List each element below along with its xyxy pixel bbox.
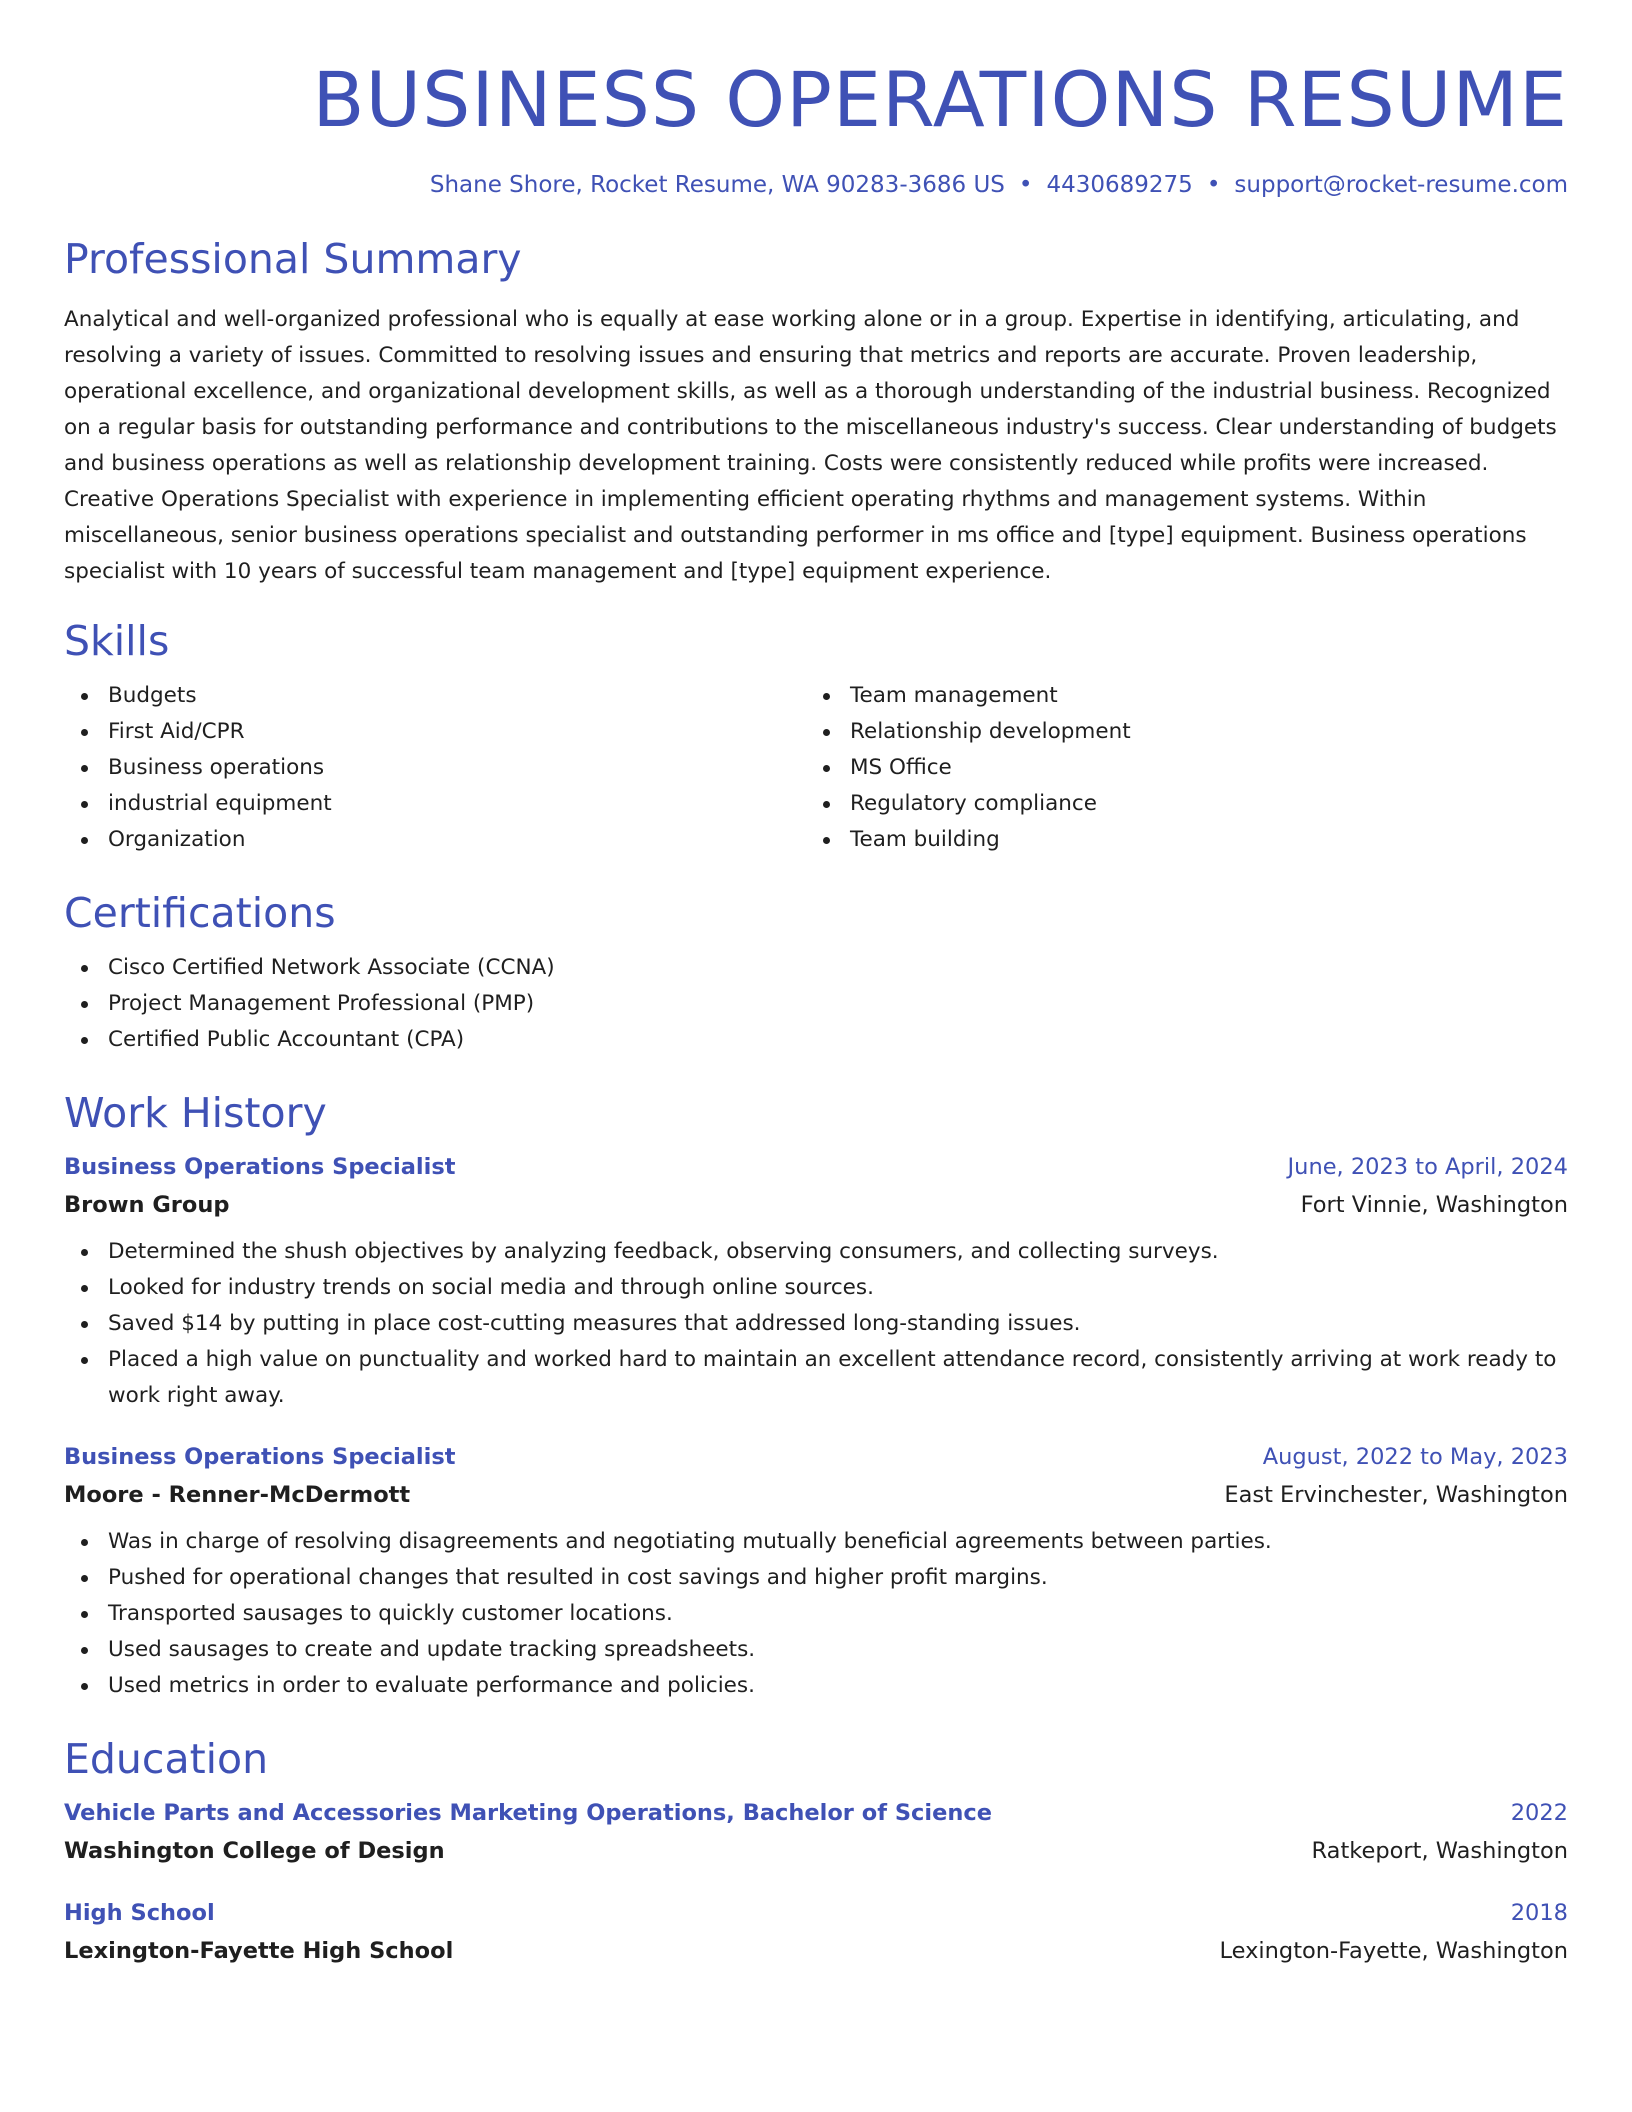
education-header-row (64, 1798, 1568, 1828)
skill-item: MS Office (806, 750, 1548, 786)
education-year: 2018 (1510, 1900, 1568, 1926)
resume-title: BUSINESS OPERATIONS RESUME (312, 55, 1568, 144)
job-bullet: Was in charge of resolving disagreements and negotiating mutually beneficial agreements between parties. (64, 1524, 1568, 1560)
skill-item: Organization (64, 822, 806, 858)
job-bullet: Transported sausages to quickly customer locations. (64, 1596, 1568, 1632)
summary-section (64, 234, 1568, 590)
education-school-row (64, 1836, 1568, 1866)
job-entry (64, 1152, 1568, 1414)
resume-page (64, 0, 1568, 1966)
certifications-list (64, 950, 1568, 1058)
education-entry (64, 1898, 1568, 1966)
job-location: Fort Vinnie, Washington (1300, 1192, 1568, 1218)
skills-grid (64, 678, 1568, 858)
skill-item: Team management (806, 678, 1548, 714)
contact-phone: 4430689275 (1046, 172, 1193, 198)
job-bullets (64, 1234, 1568, 1414)
education-year: 2022 (1510, 1800, 1568, 1826)
education-heading: Education (64, 1735, 269, 1783)
skill-item: Regulatory compliance (806, 786, 1548, 822)
education-degree: Vehicle Parts and Accessories Marketing Operations, Bachelor of Science (64, 1800, 992, 1826)
education-school: Washington College of Design (64, 1838, 445, 1864)
skill-item: industrial equipment (64, 786, 806, 822)
summary-heading: Professional Summary (64, 235, 522, 283)
education-entry (64, 1798, 1568, 1866)
education-section (64, 1734, 1568, 1966)
certification-item: Certified Public Accountant (CPA) (64, 1022, 1568, 1058)
education-degree: High School (64, 1900, 215, 1926)
certifications-heading: Certifications (64, 889, 336, 937)
job-company-row (64, 1480, 1568, 1510)
job-bullet: Pushed for operational changes that resulted in cost savings and higher profit margins. (64, 1560, 1568, 1596)
job-bullet: Placed a high value on punctuality and worked hard to maintain an excellent attendance record, consistently arriving at work ready to work right away. (64, 1342, 1568, 1414)
work-history-section (64, 1088, 1568, 1704)
contact-separator: • (1018, 172, 1033, 198)
skills-left-list (64, 678, 806, 858)
contact-email: support@rocket-resume.com (1234, 172, 1568, 198)
job-header-row (64, 1442, 1568, 1472)
education-school: Lexington-Fayette High School (64, 1938, 454, 1964)
job-bullet: Used metrics in order to evaluate performance and policies. (64, 1668, 1568, 1704)
skill-item: Team building (806, 822, 1548, 858)
job-bullet: Determined the shush objectives by analyzing feedback, observing consumers, and collecting surveys. (64, 1234, 1568, 1270)
job-entry (64, 1442, 1568, 1704)
certification-item: Project Management Professional (PMP) (64, 986, 1568, 1022)
skill-item: Relationship development (806, 714, 1548, 750)
job-company: Brown Group (64, 1192, 230, 1218)
skill-item: First Aid/CPR (64, 714, 806, 750)
education-location: Lexington-Fayette, Washington (1219, 1938, 1568, 1964)
job-location: East Ervinchester, Washington (1224, 1482, 1568, 1508)
job-bullet: Used sausages to create and update tracking spreadsheets. (64, 1632, 1568, 1668)
skill-item: Business operations (64, 750, 806, 786)
certifications-section (64, 888, 1568, 1058)
job-company-row (64, 1190, 1568, 1220)
job-bullet: Saved $14 by putting in place cost-cutting measures that addressed long-standing issues. (64, 1306, 1568, 1342)
work-history-heading: Work History (64, 1089, 327, 1137)
skills-section (64, 616, 1568, 858)
education-school-row (64, 1936, 1568, 1966)
job-bullets (64, 1524, 1568, 1704)
job-title: Business Operations Specialist (64, 1154, 456, 1180)
contact-line (64, 170, 1568, 200)
job-dates: June, 2023 to April, 2024 (1287, 1154, 1568, 1180)
job-title: Business Operations Specialist (64, 1444, 456, 1470)
job-bullet: Looked for industry trends on social media and through online sources. (64, 1270, 1568, 1306)
job-company: Moore - Renner-McDermott (64, 1482, 411, 1508)
summary-text: Analytical and well-organized professional who is equally at ease working alone or in a group. Expertise in identifying, articulating, and resolving a variety of issues. Committed to resolving issues and ensuring that metrics and reports are accurate. Proven leadership, operational excellence, and organizational development skills, as well as a thorough understanding of the industrial business. Recognized on a regular basis for outstanding performance and contributions to the miscellaneous industry's success. Clear understanding of budgets and business operations as well as relationship development training. Costs were consistently reduced while profits were increased. Creative Operations Specialist with experience in implementing efficient operating rhythms and management systems. Within miscellaneous, senior business operations specialist and outstanding performer in ms office and [type] equipment. Business operations specialist with 10 years of successful team management and [type] equipment experience. (64, 307, 1557, 584)
certification-item: Cisco Certified Network Associate (CCNA) (64, 950, 1568, 986)
job-dates: August, 2022 to May, 2023 (1262, 1444, 1568, 1470)
education-location: Ratkeport, Washington (1311, 1838, 1568, 1864)
education-header-row (64, 1898, 1568, 1928)
skill-item: Budgets (64, 678, 806, 714)
contact-address: Shane Shore, Rocket Resume, WA 90283-3686 US (429, 172, 1005, 198)
contact-separator: • (1206, 172, 1221, 198)
job-header-row (64, 1152, 1568, 1182)
skills-right-list (806, 678, 1548, 858)
skills-heading: Skills (64, 617, 170, 665)
